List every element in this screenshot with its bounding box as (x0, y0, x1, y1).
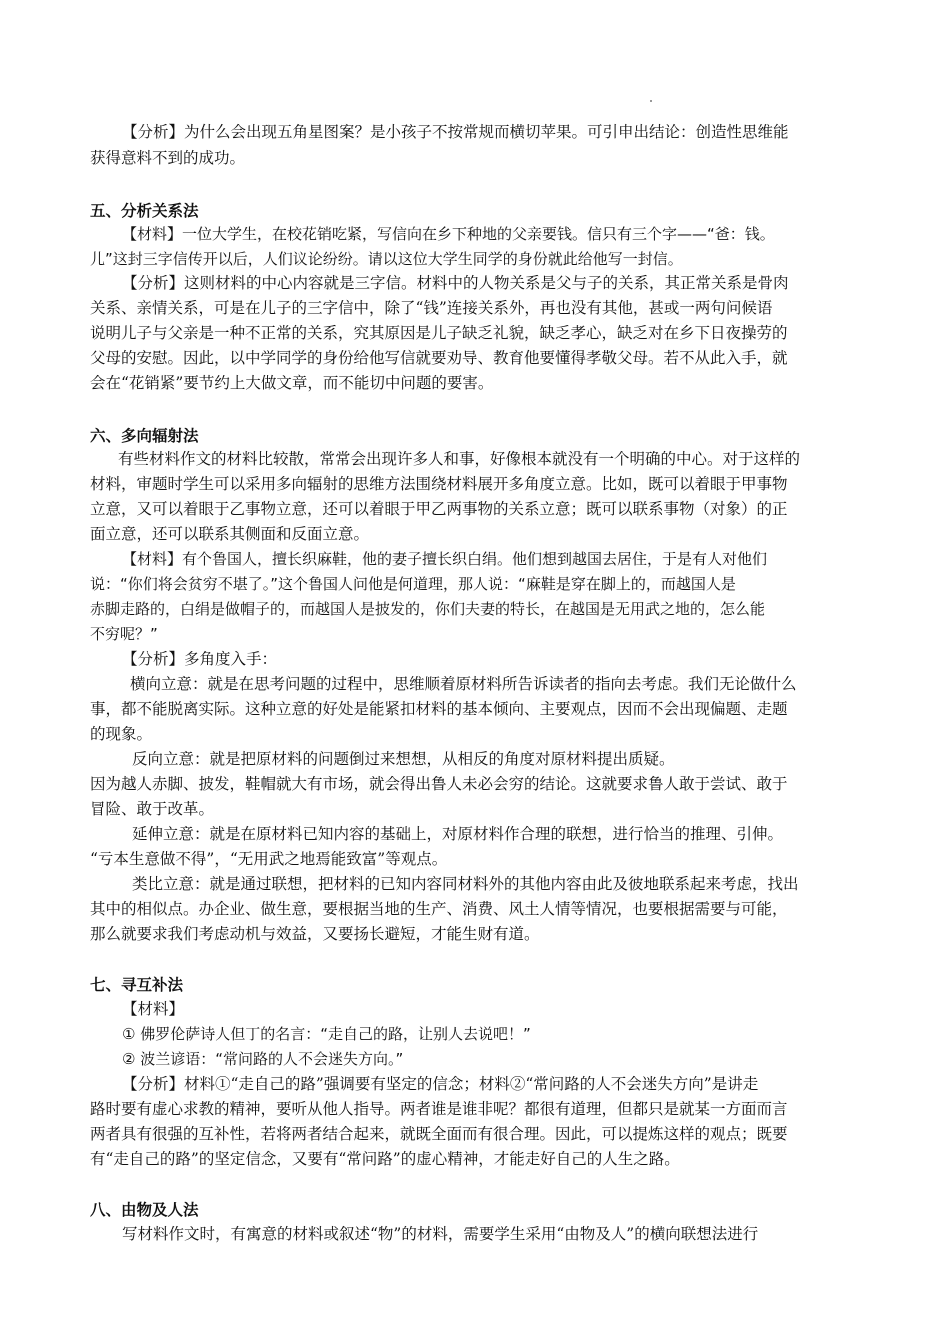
paragraph-line: 两者具有很强的互补性，若将两者结合起来，就既全面而有很合理。因此，可以提炼这样的观点；既要 (90, 1125, 788, 1143)
material-line: ① 佛罗伦萨诗人但丁的名言：“走自己的路，让别人去说吧！” (122, 1025, 531, 1043)
paragraph-line: 材料，审题时学生可以采用多向辐射的思维方法围绕材料展开多角度立意。比如，既可以着眼于甲事物 (90, 475, 788, 493)
scan-speck (650, 100, 652, 102)
paragraph-line: 路时要有虚心求教的精神，要听从他人指导。两者谁是谁非呢？都很有道理，但都只是就某一方面而言 (90, 1100, 788, 1118)
paragraph-line: 面立意，还可以联系其侧面和反面立意。 (90, 525, 370, 543)
section-heading: 八、由物及人法 (90, 1200, 199, 1219)
paragraph-line: 因为越人赤脚、披发，鞋帽就大有市场，就会得出鲁人未必会穷的结论。这就要求鲁人敢于尝试、敢于 (90, 775, 788, 793)
section-heading: 五、分析关系法 (90, 201, 199, 220)
paragraph-line: 会在“花销紧”要节约上大做文章，而不能切中问题的要害。 (90, 374, 494, 392)
material-line: 儿”这封三字信传开以后，人们议论纷纷。请以这位大学生同学的身份就此给他写一封信。 (90, 250, 683, 268)
paragraph-line: 横向立意：就是在思考问题的过程中，思维顺着原材料所告诉读者的指向去考虑。我们无论做什么 (130, 675, 797, 693)
section-heading: 七、寻互补法 (90, 975, 184, 994)
material-line: 说：“你们将会贫穷不堪了。”这个鲁国人问他是何道理，那人说：“麻鞋是穿在脚上的，而越国人是 (90, 575, 736, 593)
paragraph-line: 【分析】材料①“走自己的路”强调要有坚定的信念；材料②“常问路的人不会迷失方向”是讲走 (122, 1075, 759, 1093)
paragraph-line: 延伸立意：就是在原材料已知内容的基础上，对原材料作合理的联想，进行恰当的推理、引伸。 (132, 825, 784, 843)
paragraph-line: 反向立意：就是把原材料的问题倒过来想想，从相反的角度对原材料提出质疑。 (132, 750, 675, 768)
paragraph-line: 获得意料不到的成功。 (90, 149, 246, 167)
paragraph-line: 有“走自己的路”的坚定信念，又要有“常问路”的虚心精神，才能走好自己的人生之路。 (90, 1150, 680, 1168)
paragraph-line: 的现象。 (90, 725, 153, 743)
section-heading: 六、多向辐射法 (90, 426, 199, 445)
paragraph-line: 冒险、敢于改革。 (90, 800, 215, 818)
paragraph-line: 有些材料作文的材料比较散，常常会出现许多人和事，好像根本就没有一个明确的中心。对于这样的 (118, 450, 801, 468)
paragraph-line: 立意，又可以着眼于乙事物立意，还可以着眼于甲乙两事物的关系立意；既可以联系事物（对象）的正 (90, 500, 788, 518)
paragraph-line: 【分析】多角度入手： (122, 650, 278, 668)
material-line: ② 波兰谚语：“常问路的人不会迷失方向。” (122, 1050, 404, 1068)
paragraph-line: 【材料】 (122, 1000, 185, 1018)
paragraph-line: 【分析】为什么会出现五角星图案？是小孩子不按常规而横切苹果。可引申出结论：创造性思维能 (122, 123, 789, 141)
paragraph-line: 父母的安慰。因此，以中学同学的身份给他写信就要劝导、教育他要懂得孝敬父母。若不从此入手，就 (90, 349, 788, 367)
material-line: 赤脚走路的，白绢是做帽子的，而越国人是披发的，你们夫妻的特长，在越国是无用武之地的，怎么能 (90, 600, 766, 618)
paragraph-line: 那么就要求我们考虑动机与效益，又要扬长避短，才能生财有道。 (90, 925, 540, 943)
material-line: 不穷呢？” (90, 625, 158, 643)
paragraph-line: 事，都不能脱离实际。这种立意的好处是能紧扣材料的基本倾向、主要观点，因而不会出现偏题、走题 (90, 700, 788, 718)
paragraph-line: 【分析】这则材料的中心内容就是三字信。材料中的人物关系是父与子的关系，其正常关系是骨肉 (122, 274, 789, 292)
paragraph-line: 关系、亲情关系，可是在儿子的三字信中，除了“钱”连接关系外，再也没有其他，甚或一两句问候语 (90, 299, 773, 317)
paragraph-line: 写材料作文时，有寓意的材料或叙述“物”的材料，需要学生采用“由物及人”的横向联想法进行 (122, 1225, 759, 1243)
paragraph-line: “亏本生意做不得”，“无用武之地焉能致富”等观点。 (90, 850, 448, 868)
material-line: 【材料】一位大学生，在校花销吃紧，写信向在乡下种地的父亲要钱。信只有三个字——“爸：钱。 (122, 225, 775, 243)
paragraph-line: 其中的相似点。办企业、做生意，要根据当地的生产、消费、风土人情等情况，也要根据需要与可能， (90, 900, 788, 918)
material-line: 【材料】有个鲁国人，擅长织麻鞋，他的妻子擅长织白绢。他们想到越国去居住，于是有人对他们 (122, 550, 768, 568)
paragraph-line: 类比立意：就是通过联想，把材料的已知内容同材料外的其他内容由此及彼地联系起来考虑，找出 (132, 875, 799, 893)
paragraph-line: 说明儿子与父亲是一种不正常的关系，究其原因是儿子缺乏礼貌，缺乏孝心，缺乏对在乡下日夜操劳的 (90, 324, 788, 342)
